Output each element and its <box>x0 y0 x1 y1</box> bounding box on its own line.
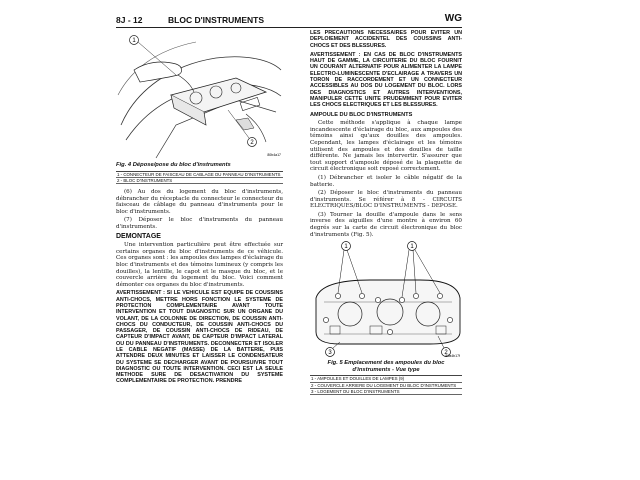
page-header <box>116 13 462 27</box>
airbag-warning: AVERTISSEMENT : SI LE VEHICULE EST EQUIPE DE COUSSINS ANTI-CHOCS, METTRE HORS FONCTION LE SYSTEME DE PROTECTION COMPLEMENTAIRE AVANT TOUTE INTERVENTION ET TOUT DIAGNOSTIC SUR UN ORGANE DU VOLANT, DE LA COLONNE DE DIRECTION, DE COUSSIN ANTI-CHOCS DU CONDUCTEUR, DE COUSSIN ANTI-CHOCS DU PASSAGER, DE COUSSIN ANTI-CHOCS DE RIDEAU, DE CAPTEUR D'IMPACT AVANT, DE CAPTEUR D'IMPACT LATERAL OU DU PANNEAU D'INSTRUMENTS. DECONNECTER ET ISOLER LE CABLE NEGATIF (MASSE) DE LA BATTERIE, PUIS ATTENDRE DEUX MINUTES ET LAISSER LE CONDENSATEUR DU SYSTEME SE DECHARGER AVANT DE POURSUIVRE TOUT DIAGNOSTIC OU TOUTE INTERVENTION. CECI EST LA SEULE METHODE SURE DE DESACTIVATION DU SYSTEME COMPLEMENTAIRE DE PROTECTION. PRENDRE <box>116 290 283 385</box>
callout-1-label: 1 <box>132 38 136 44</box>
header-rule <box>116 27 462 28</box>
airbag-warning-continued: LES PRECAUTIONS NECESSAIRES POUR EVITER UN DEPLOIEMENT ACCIDENTEL DES COUSSINS ANTI-CHOCS ET DES BLESSURES. <box>310 30 462 49</box>
figure-4 <box>116 30 283 160</box>
model-code: WG <box>444 13 462 24</box>
bulb-subheading: AMPOULE DU BLOC D'INSTRUMENTS <box>310 111 413 118</box>
callout-2-label: 2 <box>444 350 448 357</box>
figure-5-legend <box>310 375 462 395</box>
figure-5-caption: Fig. 5 Emplacement des ampoules du bloc d'instruments - Vue type <box>327 360 445 373</box>
figure-5-legend-item: 1 - AMPOULES ET DOUILLES DE LAMPES (9) <box>310 376 462 382</box>
section-title: BLOC D'INSTRUMENTS <box>168 15 264 25</box>
figure-4-legend <box>116 171 283 184</box>
step-3: (3) Tourner la douille d'ampoule dans le sens inverse des aiguilles d'une montre à environ 60 degrés sur la carte de circuit électronique du bloc d'instruments (Fig. 5). <box>310 211 462 238</box>
electro-luminescent-warning: AVERTISSEMENT : EN CAS DE BLOC D'INSTRUMENTS HAUT DE GAMME, LA CIRCUITERIE DU BLOC FOURNIT UN COURANT ALTERNATIF POUR ALIMENTER LA LAMPE ELECTRO-LUMINESCENTE D'ECLAIRAGE A TRAVERS UN TORON DE RACCORDEMENT ET UN CONNECTEUR ACCESSIBLES AU DOS DU LOGEMENT DU BLOC. LORS DES DIAGNOSTICS ET AUTRES INTERVENTIONS, MANIPULER CETTE UNITE PRUDEMMENT POUR EVITER LES CHOCS ELECTRIQUES ET LES BLESSURES. <box>310 51 462 109</box>
figure-5-ref-code: 80a4b17f <box>445 354 460 359</box>
figure-5-illustration <box>310 240 462 358</box>
demontage-heading: DEMONTAGE <box>116 232 161 240</box>
bulb-intro: Cette méthode s'applique à chaque lampe incandescente d'éclairage du bloc, aux ampoules des témoins ainsi qu'aux douilles des ampoules. Cependant, les lampes d'éclairage et les témoins utilisent des ampoules et des douilles de taille différente. Ne jamais les intervertir. S'assurer que tout support d'ampoule déposé de la plaquette de circuit électronique soit reposé correctement. <box>310 120 462 173</box>
figure-5 <box>310 240 462 394</box>
figure-5-legend-item: 2 - COUVERCLE ARRIERE DU LOGEMENT DU BLOC D'INSTRUMENTS <box>310 383 462 389</box>
figure-4-legend-item: 2 - BLOC D'INSTRUMENTS <box>116 178 283 184</box>
step-2: (2) Déposer le bloc d'instruments du panneau d'instruments. Se référer à 8 - CIRCUITS ELECTRIQUES/BLOC D'INSTRUMENTS - DEPOSE. <box>310 190 462 210</box>
callout-2-label: 2 <box>250 140 254 146</box>
right-column <box>310 30 462 394</box>
demontage-text: Une intervention particulière peut être effectuée sur certains organes du bloc d'instruments de ce véhicule. Ces organes sont : les ampoules des lampes d'éclairage du bloc d'instruments et des témoins lumineux (y compris les douilles), la lentille, le capot et le masque du bloc, et le couvercle arrière du logement du bloc. Voici comment démonter ces organes du bloc d'instruments. <box>116 242 283 288</box>
step-7: (7) Déposer le bloc d'instruments du panneau d'instruments. <box>116 217 283 230</box>
callout-1-left-label: 1 <box>344 244 348 251</box>
instrument-cluster-drawing <box>171 78 266 125</box>
step-6: (6) Au dos du logement du bloc d'instruments, débrancher du réceptacle du connecteur le connecteur du faisceau de câblage du panneau d'instruments pour le bloc d'instruments. <box>116 189 283 215</box>
callout-3-label: 3 <box>328 350 332 357</box>
figure-4-illustration <box>116 30 283 160</box>
cluster-back-drawing <box>316 280 460 344</box>
figure-4-ref-code: 80b4a17 <box>267 153 281 157</box>
page-number: 8J - 12 <box>116 15 143 25</box>
figure-5-legend-item: 3 - LOGEMENT DU BLOC D'INSTRUMENTS <box>310 389 462 395</box>
left-column <box>116 30 283 388</box>
figure-4-caption: Fig. 4 Dépose/pose du bloc d'instruments <box>116 162 231 168</box>
callout-1-right-label: 1 <box>410 244 414 251</box>
figure-4-legend-item: 1 - CONNECTEUR DE FAISCEAU DE CABLAGE DU PANNEAU D'INSTRUMENTS <box>116 172 283 178</box>
step-1: (1) Débrancher et isoler le câble négatif de la batterie. <box>310 174 462 188</box>
hand-drawing <box>134 62 182 82</box>
